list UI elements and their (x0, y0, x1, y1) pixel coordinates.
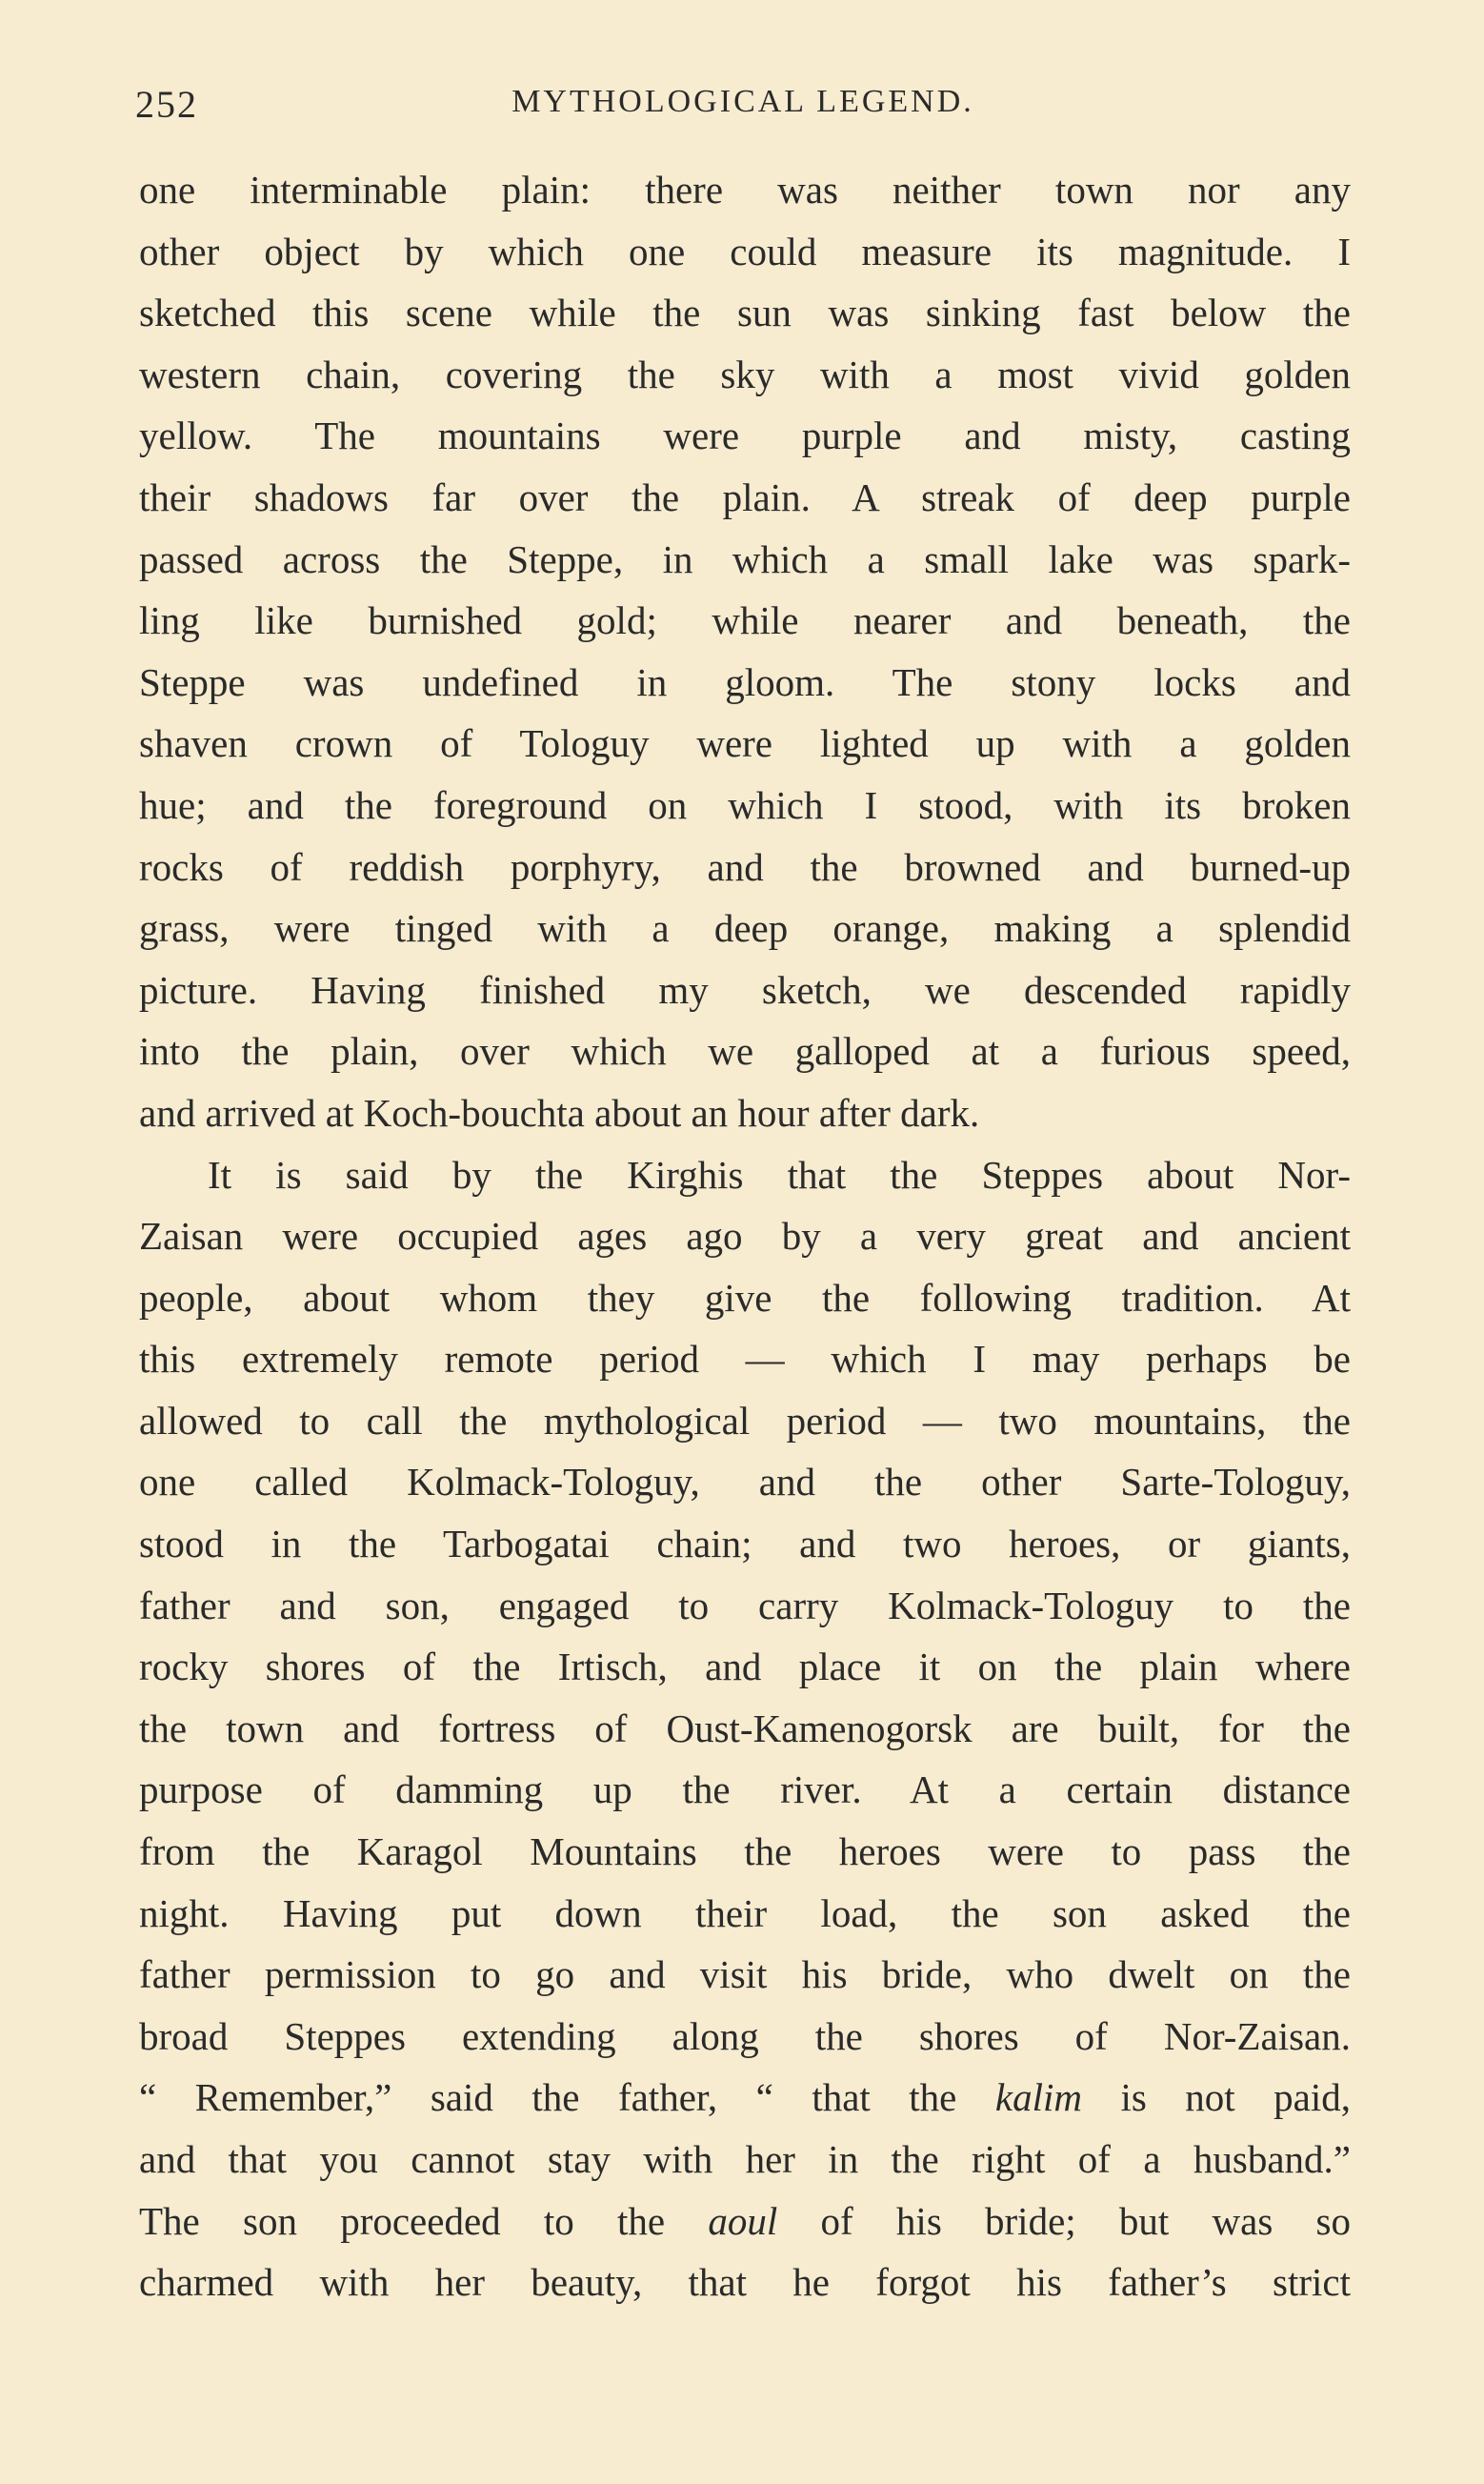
text-line (139, 2191, 1351, 2252)
text-line: one interminable plain: there was neither town nor any (139, 168, 1351, 212)
running-title: MYTHOLOGICAL LEGEND. (511, 84, 974, 119)
text-line: yellow. The mountains were purple and misty, casting (139, 414, 1351, 458)
text-line: father permission to go and visit his bride, who dwelt on the (139, 1952, 1351, 1997)
text-line: rocks of reddish porphyry, and the browned and burned-up (139, 844, 1351, 889)
text-line: rocky shores of the Irtisch, and place it on the plain where (139, 1645, 1351, 1689)
text-line: the town and fortress of Oust-Kamenogorsk are built, for the (139, 1706, 1351, 1750)
text-line: other object by which one could measure its magnitude. I (139, 229, 1351, 273)
text-line: into the plain, over which we galloped at a furious speed, (139, 1029, 1351, 1074)
page-header (116, 74, 1354, 131)
text-line: people, about whom they give the following tradition. At (139, 1275, 1351, 1320)
text-line: It is said by the Kirghis that the Steppes about Nor- (208, 1152, 1351, 1197)
text-line: hue; and the foreground on which I stood, with its broken (139, 782, 1351, 827)
text-line: and arrived at Koch-bouchta about an hour after dark. (139, 1090, 980, 1135)
text-segment: The son proceeded to the (139, 2198, 666, 2243)
text-line: night. Having put down their load, the son asked the (139, 1890, 1351, 1935)
text-line: sketched this scene while the sun was sinking fast below the (139, 291, 1351, 335)
text-line: shaven crown of Tologuy were lighted up with a golden (139, 721, 1351, 766)
text-line: Steppe was undefined in gloom. The stony locks and (139, 659, 1351, 704)
text-line: western chain, covering the sky with a most vivid golden (139, 352, 1351, 396)
text-line: this extremely remote period — which I may perhaps be (139, 1337, 1351, 1382)
text-line: from the Karagol Mountains the heroes were to pass the (139, 1829, 1351, 1874)
text-line: purpose of damming up the river. At a certain distance (139, 1767, 1351, 1812)
text-line: picture. Having finished my sketch, we descended rapidly (139, 967, 1351, 1012)
text-line: and that you cannot stay with her in the right of a husband.” (139, 2137, 1351, 2181)
text-segment: of his bride; but was so (777, 2198, 1352, 2243)
text-segment: is not paid, (1081, 2075, 1352, 2120)
text-line: stood in the Tarbogatai chain; and two heroes, or giants, (139, 1522, 1351, 1566)
italic-term-kalim: kalim (994, 2075, 1082, 2120)
text-line: ling like burnished gold; while nearer and beneath, the (139, 598, 1351, 643)
body-text (139, 159, 1351, 2313)
text-line: charmed with her beauty, that he forgot his father’s strict (139, 2260, 1351, 2305)
text-line: one called Kolmack-Tologuy, and the other Sarte-Tologuy, (139, 1460, 1351, 1505)
text-line (139, 2067, 1351, 2129)
text-line: grass, were tinged with a deep orange, making a splendid (139, 906, 1351, 951)
text-segment: “ Remember,” said the father, “ that the (139, 2075, 957, 2120)
page-number: 252 (135, 83, 198, 126)
text-line: their shadows far over the plain. A streak of deep purple (139, 475, 1351, 519)
text-line: father and son, engaged to carry Kolmack-Tologuy to the (139, 1583, 1351, 1627)
text-line: allowed to call the mythological period — two mountains, the (139, 1398, 1351, 1443)
text-line: broad Steppes extending along the shores of Nor-Zaisan. (139, 2013, 1351, 2058)
italic-term-aoul: aoul (708, 2198, 778, 2243)
text-line: passed across the Steppe, in which a small lake was spark- (139, 536, 1351, 581)
text-line: Zaisan were occupied ages ago by a very great and ancient (139, 1214, 1351, 1259)
